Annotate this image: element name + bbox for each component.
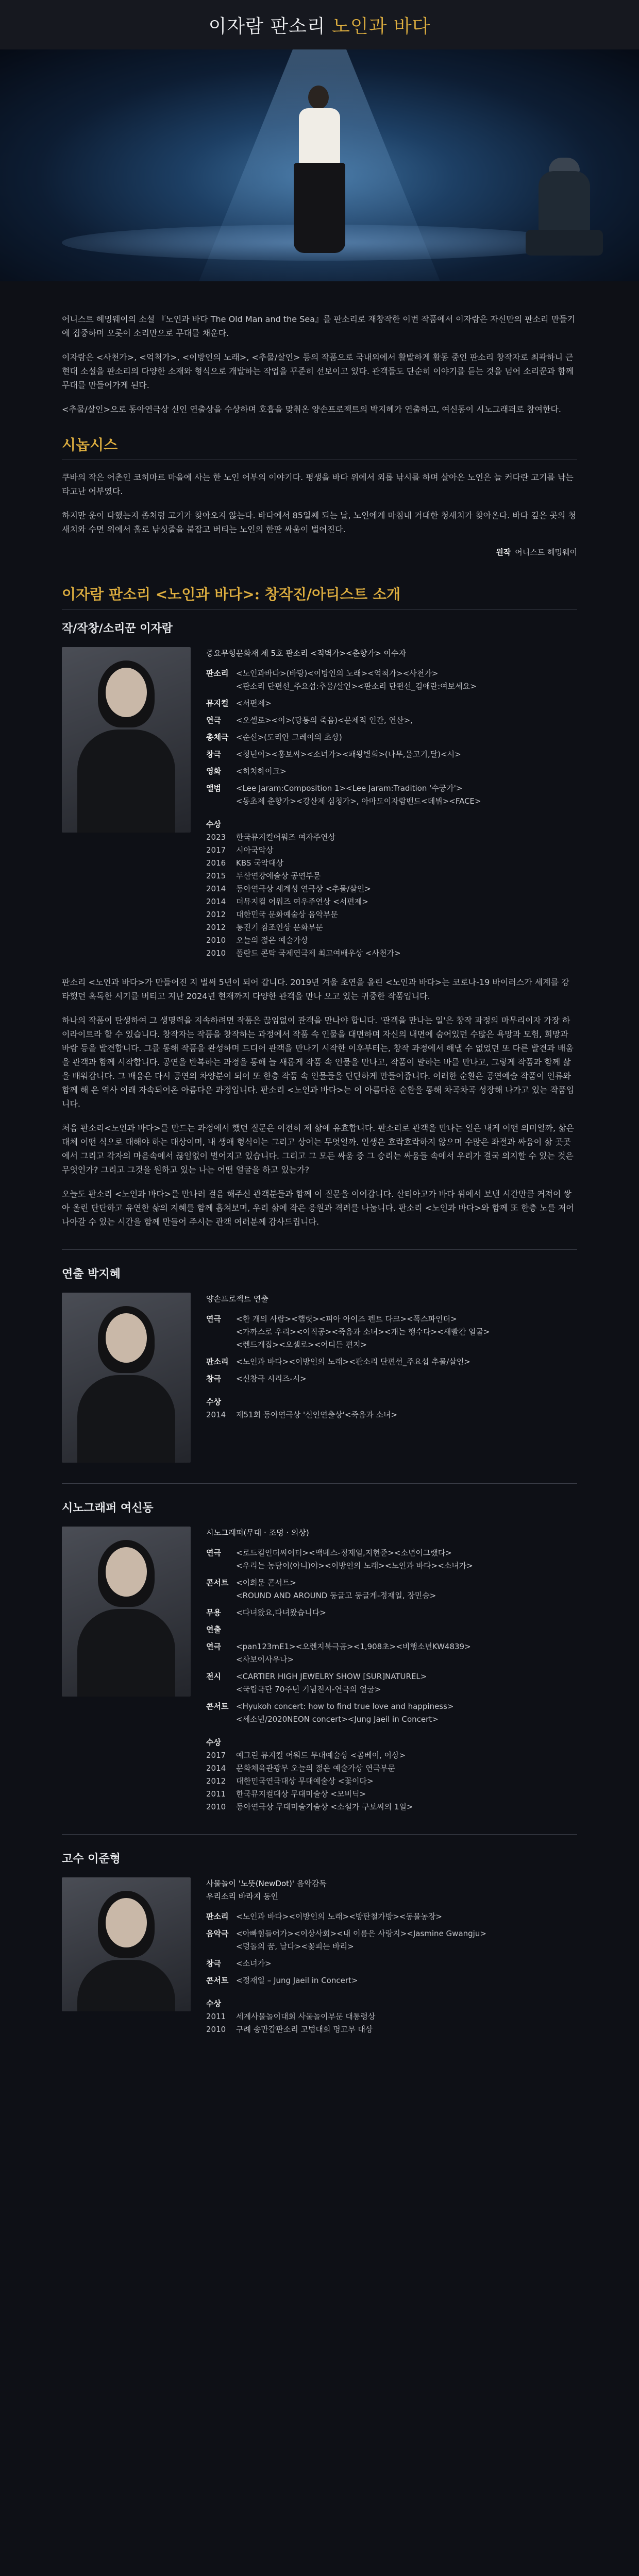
artist-org: 양손프로젝트 연출 — [206, 1294, 268, 1303]
award-title: 시아국악상 — [236, 845, 274, 855]
award-year: 2011 — [206, 1789, 226, 1799]
credit-works — [236, 1670, 577, 1696]
synopsis-section — [62, 434, 577, 557]
awards-label: 수상 — [206, 1738, 221, 1747]
credit-row — [206, 731, 577, 744]
award-row — [206, 1801, 577, 1814]
drummer-figure — [526, 158, 603, 256]
credit-row — [206, 748, 577, 761]
award-row — [206, 870, 577, 883]
award-row — [206, 921, 577, 934]
credit-line: <아빠힘들어가><이상사회><내 이름은 사랑지><Jasmine Gwangju> — [236, 1929, 486, 1938]
credit-row — [206, 1957, 577, 1970]
creative-section — [62, 583, 577, 2036]
artist-heading: 작/작창/소리꾼 이자람 — [62, 622, 173, 635]
credit-row — [206, 1623, 577, 1636]
artist-lee-jaram — [62, 620, 577, 1229]
credit-works — [236, 1700, 577, 1726]
credit-category: 콘서트 — [206, 1578, 229, 1587]
credit-works — [236, 731, 577, 744]
credit-line: <서편제> — [236, 699, 272, 708]
credit-works — [236, 1355, 577, 1368]
credit-line: <판소리 단편선_주요섭:추물/살인><판소리 단편선_김애란:여보세요> — [236, 682, 477, 691]
credit-row — [206, 1700, 577, 1726]
award-year: 2012 — [206, 923, 226, 932]
credit-row — [206, 1355, 577, 1368]
awards-label: 수상 — [206, 1999, 221, 2008]
award-title: 제51회 동아연극상 '신인연출상'<죽음과 소녀> — [236, 1410, 398, 1419]
award-row — [206, 831, 577, 844]
credit-line: <노인과 바다><이방인의 노래><판소리 단편선_주요섭 추물/살인> — [236, 1357, 470, 1366]
award-year: 2023 — [206, 833, 226, 842]
credit-row — [206, 667, 577, 693]
page-title: 이자람 판소리 노인과 바다 — [208, 15, 431, 37]
credit-row — [206, 1372, 577, 1385]
credit-line: <우리는 농담이(아니)야><이방인의 노래><노인과 바다><소녀가> — [236, 1561, 473, 1570]
credit-category: 콘서트 — [206, 1702, 229, 1711]
synopsis-title: 시놉시스 — [62, 434, 577, 460]
artist-park-jihye — [62, 1265, 577, 1463]
award-row — [206, 908, 577, 921]
credit-line: <가까스로 우리><여직공><죽음과 소녀><개는 행수다><새빨간 얼굴> — [236, 1327, 490, 1336]
artist-org: 사물놀이 '노뜻(NewDot)' 음악감독 우리소리 바라지 동인 — [206, 1879, 327, 1901]
award-row — [206, 2010, 577, 2023]
award-title: 폴란드 콘탁 국제연극제 최고여배우상 <사천가> — [236, 948, 401, 958]
artist-essay: 하나의 작품이 탄생하여 그 생명력을 지속하려면 작품은 끊임없이 관객을 만나야 합니다. '관객을 만나는 일'은 창작 과정의 마무리이자 가장 하이라이트라 할 수 있습니다. 창작자는 작품을 창작하는 과정에서 작품 속 인물을 대면하며 자신의 내면에 숨어있던 수많은 욕망과 모험, 희망과 바람 등을 발견합니다. 그를 통해 작품을 완성하며 드디어 관객을 만나기 시작한 이후부터는, 창작 과정에서 해낼 수 없었던 또 다른 발견과 배움을 관객과 함께 시작합니다. 공연을 반복하는 과정을 통해 늘 새롭게 작품 속 인물을 만나고, 작품이 말하는 바를 만나고, 그렇게 작품과 함께 삶을 배워갑니다. 그 배움은 다시 공연의 차양분이 되어 또 한층 작품 속 인물들을 단단하게 만들어줍니다. 이러한 순환은 공연예술 작품이 인류와 함께 해 온 역사 이래 자속되어온 아름다운 과정입니다. 판소리 <노인과 바다>는 이 아름다운 순환을 통해 차곡차곡 성장해 나가고 있는 작품입니다. — [62, 1015, 575, 1109]
award-row — [206, 857, 577, 870]
award-row — [206, 895, 577, 908]
award-title: 두산연강예술상 공연부문 — [236, 871, 321, 880]
credit-line: <pan123mE1><오렌지북극곰><1,908초><비행소년KW4839> — [236, 1642, 471, 1651]
artist-yeo-shindong — [62, 1499, 577, 1814]
award-year: 2011 — [206, 2012, 226, 2021]
title-accent: 노인과 바다 — [332, 15, 431, 37]
credit-category: 창극 — [206, 750, 221, 759]
credit-row — [206, 765, 577, 778]
credit-line: <다녀왔요,다녀왔습니다> — [236, 1608, 326, 1617]
award-title: 한국뮤지컬어워즈 여자주연상 — [236, 833, 336, 842]
award-year: 2010 — [206, 1802, 226, 1811]
credit-line: <Hyukoh concert: how to find true love and happiness> — [236, 1702, 454, 1711]
original-author-credit: 원작 어니스트 헤밍웨이 — [496, 548, 577, 557]
award-year: 2014 — [206, 1410, 226, 1419]
award-title: 더뮤지컬 어워즈 여우주연상 <서편제> — [236, 897, 368, 906]
artist-heading: 시노그래퍼 여신동 — [62, 1502, 154, 1515]
credit-category: 판소리 — [206, 1912, 229, 1921]
award-year: 2012 — [206, 910, 226, 919]
artist-photo — [62, 1293, 191, 1463]
hero-stage-photo — [0, 49, 639, 281]
page-header — [0, 0, 639, 49]
credit-category: 음악극 — [206, 1929, 229, 1938]
award-title: 동아연극상 무대미술기술상 <소설가 구보씨의 1일> — [236, 1802, 413, 1811]
award-row — [206, 1762, 577, 1775]
credit-category: 판소리 — [206, 1357, 229, 1366]
credit-works — [236, 1606, 577, 1619]
award-title: 오늘의 젊은 예술가상 — [236, 936, 308, 945]
credit-works — [236, 782, 577, 808]
award-title: 대한민국 문화예술상 음악부문 — [236, 910, 338, 919]
award-row — [206, 844, 577, 857]
artist-org: 중요무형문화재 제 5호 판소리 <적벽가><춘향가> 이수자 — [206, 649, 406, 658]
awards-label: 수상 — [206, 820, 221, 829]
award-row — [206, 1788, 577, 1801]
credit-category: 연극 — [206, 716, 221, 725]
award-row — [206, 934, 577, 947]
credit-line: <이희문 콘서트> — [236, 1578, 296, 1587]
credit-row — [206, 1640, 577, 1666]
credit-works — [236, 1640, 577, 1666]
credit-category: 창극 — [206, 1374, 221, 1383]
artist-essay: 오늘도 판소리 <노인과 바다>를 만나러 걸음 해주신 관객분들과 함께 이 질문을 이어갑니다. 산티아고가 바다 위에서 보낸 시간만큼 커져이 쌓아 올린 단단하고 유연한 삶의 지혜를 함께 흡쳐보며, 우리 삶에 작은 응원과 격려를 나눕니다. 판소리 <노인과 바다>와 함께 또 한층 노를 저어 나아갈 수 있는 시간을 함께 만들어 주시는 관객 여러분께 감사드립니다. — [62, 1189, 574, 1227]
artist-essay: 처음 판소리<노인과 바다>를 만드는 과정에서 했던 질문은 여전히 제 삶에 유효합니다. 판소리로 관객을 만나는 일은 내게 어떤 의미일까, 삶은 대체 어떤 식으로 대해야 하는 대상이며, 내 생애 형식이는 그리고 상어는 무엇일까. 인생은 호락호락하지 않으며 수많은 좌절과 싸움이 삶 곳곳에서 그리고 각자의 마음속에서 끊임없이 벌어지고 있습니다. 그리고 그 모든 싸움 중 그 승리는 싸움들 속에서 우리가 결국 의지할 수 있는 것은 무엇인가? 그리고 그것을 원하고 있는 나는 어떤 얼굴을 하고 있는가? — [62, 1123, 575, 1175]
credit-line: <Lee Jaram:Composition 1><Lee Jaram:Tradition '수궁가'> — [236, 784, 463, 793]
credit-category: 연출 — [206, 1625, 221, 1634]
award-row — [206, 883, 577, 895]
credit-works — [236, 1927, 577, 1953]
credit-row — [206, 1547, 577, 1572]
credit-category: 영화 — [206, 767, 221, 776]
credit-works — [236, 1974, 577, 1987]
artist-org: 시노그래퍼(무대 · 조명 · 의상) — [206, 1528, 309, 1537]
credit-line: <노인과 바다><이방인의 노래><방탄철가방><동물농장> — [236, 1912, 442, 1921]
synopsis-paragraph: 쿠바의 작은 어촌인 코히마르 마을에 사는 한 노인 어부의 이야기다. 평생을 바다 위에서 외롭 낚시를 하며 살아온 노인은 늘 커다란 고기를 낚는 타고난 어부였다. — [62, 472, 574, 496]
credit-category: 연극 — [206, 1548, 221, 1557]
credit-category: 총체극 — [206, 733, 229, 742]
award-year: 2015 — [206, 871, 226, 880]
award-row — [206, 947, 577, 960]
credit-line: <ROUND AND AROUND 둥글고 둥글게-정재일, 장민승> — [236, 1591, 436, 1600]
credit-category: 콘서트 — [206, 1976, 229, 1985]
credit-line: <동초제 춘향가><강산제 심청가>, 아마도이자람밴드<데뷔><FACE> — [236, 796, 481, 806]
credit-line: <히치하이크> — [236, 767, 287, 776]
credit-line: <오셀로><이>(당통의 죽음)<문제적 인간, 연산>, — [236, 716, 413, 725]
award-year: 2012 — [206, 1776, 226, 1786]
award-year: 2014 — [206, 884, 226, 893]
artist-photo — [62, 1877, 191, 2011]
award-year: 2016 — [206, 858, 226, 868]
credit-line: <순신>(도리안 그레이의 초상) — [236, 733, 342, 742]
award-year: 2010 — [206, 2025, 226, 2034]
credit-works — [236, 1957, 577, 1970]
creative-title: 이자람 판소리 <노인과 바다>: 창작진/아티스트 소개 — [62, 583, 577, 609]
artist-heading: 연출 박지혜 — [62, 1268, 121, 1281]
credit-line: <국립극단 70주년 기념전시-연극의 얼굴> — [236, 1685, 381, 1694]
main-content — [62, 281, 577, 2036]
credit-line: <정재일 – Jung Jaeil in Concert> — [236, 1976, 358, 1985]
award-title: 문화체육관광부 오늘의 젊은 예술가상 연극부문 — [236, 1764, 395, 1773]
credit-row — [206, 714, 577, 727]
intro-paragraph: 어니스트 헤밍웨이의 소설 『노인과 바다 The Old Man and the Sea』를 판소리로 재창작한 이번 작품에서 이자람은 자신만의 판소리 만들기에 집중하며 오롯이 소리만으로 무대를 채운다. — [62, 314, 575, 338]
credit-line: <청년이><홍보씨><소녀가><패왕별희>(나무,물고기,달)<시> — [236, 750, 461, 759]
award-title: KBS 국악대상 — [236, 858, 284, 868]
credit-line: <덩돌의 꿈, 날다><꽃피는 바리> — [236, 1942, 354, 1951]
credit-line: <세소년/2020NEON concert><Jung Jaeil in Concert> — [236, 1715, 439, 1724]
credit-works — [236, 1577, 577, 1602]
credit-line: <신창극 시리즈-시> — [236, 1374, 307, 1383]
award-title: 세계사물놀이대회 사물놀이부문 대통령상 — [236, 2012, 376, 2021]
award-title: 구례 송만갑판소리 고법대회 명고부 대상 — [236, 2025, 373, 2034]
credit-category: 판소리 — [206, 669, 229, 678]
award-year: 2014 — [206, 897, 226, 906]
awards-label: 수상 — [206, 1397, 221, 1406]
credit-category: 뮤지컬 — [206, 699, 229, 708]
artist-heading: 고수 이준형 — [62, 1853, 121, 1866]
divider — [62, 1834, 577, 1835]
award-year: 2010 — [206, 936, 226, 945]
credit-line: <한 개의 사람><햄릿><피아 아이즈 펜트 다크><폭스파인더> — [236, 1314, 457, 1324]
credit-category: 전시 — [206, 1672, 221, 1681]
synopsis-paragraph: 하지만 운이 다했는지 좀처럼 고기가 찾아오지 않는다. 바다에서 85일째 되는 날, 노인에게 마침내 거대한 청새치가 찾아온다. 바다 깊은 곳의 청새치와 수면 위에서 홀로 낚싯줄을 붙잡고 버티는 노인의 한판 싸움이 벌어진다. — [62, 511, 576, 534]
credit-row — [206, 1577, 577, 1602]
award-year: 2017 — [206, 845, 226, 855]
credit-works — [236, 714, 577, 727]
credit-line: <로드킬인더씨어터><맥베스-정재일,지현준><소년이그랬다> — [236, 1548, 452, 1557]
award-title: 동아연극상 세계성 연극상 <추물/살인> — [236, 884, 371, 893]
credit-line: <소녀가> — [236, 1959, 272, 1968]
award-row — [206, 1749, 577, 1762]
credit-works — [236, 748, 577, 761]
credit-line: <사보이사우나> — [236, 1655, 294, 1664]
credit-category: 무용 — [206, 1608, 221, 1617]
credit-works — [236, 1313, 577, 1351]
credit-category: 앨범 — [206, 784, 221, 793]
credit-category: 연극 — [206, 1642, 221, 1651]
credit-works — [236, 1547, 577, 1572]
artist-photo — [62, 1527, 191, 1697]
credit-works — [236, 667, 577, 693]
artist-essay: 판소리 <노인과 바다>가 만들어진 지 벌써 5년이 되어 갑니다. 2019년 겨울 초연을 올린 <노인과 바다>는 코로나-19 바이러스가 세계를 강타했던 혹독한 시기를 버티고 지난 2024년 현재까지 다양한 관객을 만나 오고 있는 귀중한 작품입니다. — [62, 977, 569, 1001]
credit-category: 창극 — [206, 1959, 221, 1968]
credit-works — [236, 765, 577, 778]
award-row — [206, 2023, 577, 2036]
credit-row — [206, 1910, 577, 1923]
intro-section — [62, 281, 577, 416]
credit-line: <CARTIER HIGH JEWELRY SHOW [SUR]NATUREL> — [236, 1672, 427, 1681]
artist-lee-junhyung — [62, 1850, 577, 2036]
credit-row — [206, 1927, 577, 1953]
credit-row — [206, 1974, 577, 1987]
intro-paragraph: 이자람은 <사천가>, <억척가>, <이방인의 노래>, <추물/살인> 등의 작품으로 국내외에서 활발하게 활동 중인 판소리 창작자로 최곽하니 근현대 소설을 판소리의 다양한 소재와 형식으로 개발하는 작업을 꾸준히 선보이고 있다. 관객들도 단순히 이야기를 듣는 것을 넘어 소리꾼과 함께 무대를 만들어가게 된다. — [62, 352, 574, 390]
intro-paragraph: <추물/살인>으로 동아연극상 신인 연출상을 수상하며 호흡을 맞춰온 양손프로젝트의 박지혜가 연출하고, 여신동이 시노그래퍼로 참여한다. — [62, 404, 561, 414]
award-title: 대한민국연극대상 무대예술상 <꽃이다> — [236, 1776, 374, 1786]
award-year: 2010 — [206, 948, 226, 958]
credit-works — [236, 697, 577, 710]
award-year: 2017 — [206, 1751, 226, 1760]
award-title: 한국뮤지컬대상 무대미술상 <모비딕> — [236, 1789, 366, 1799]
credit-category: 연극 — [206, 1314, 221, 1324]
credit-row — [206, 1606, 577, 1619]
award-row — [206, 1409, 577, 1421]
credit-works — [236, 1372, 577, 1385]
divider — [62, 1483, 577, 1484]
award-year: 2014 — [206, 1764, 226, 1773]
performer-figure — [289, 86, 350, 256]
artist-photo — [62, 647, 191, 833]
credit-row — [206, 1670, 577, 1696]
credit-line: <노인과바다>(바탕)<이방인의 노래><억척가><사천가> — [236, 669, 439, 678]
award-title: 예그린 뮤지컬 어워드 무대예술상 <곰베이, 이상> — [236, 1751, 406, 1760]
credit-row — [206, 1313, 577, 1351]
credit-row — [206, 697, 577, 710]
credit-works — [236, 1623, 577, 1636]
credit-line: <렌드개집><오셀로><어디든 편지> — [236, 1340, 367, 1349]
divider — [62, 1249, 577, 1250]
award-row — [206, 1775, 577, 1788]
credit-works — [236, 1910, 577, 1923]
credit-row — [206, 782, 577, 808]
award-title: 통진기 참조인상 문화부문 — [236, 923, 323, 932]
